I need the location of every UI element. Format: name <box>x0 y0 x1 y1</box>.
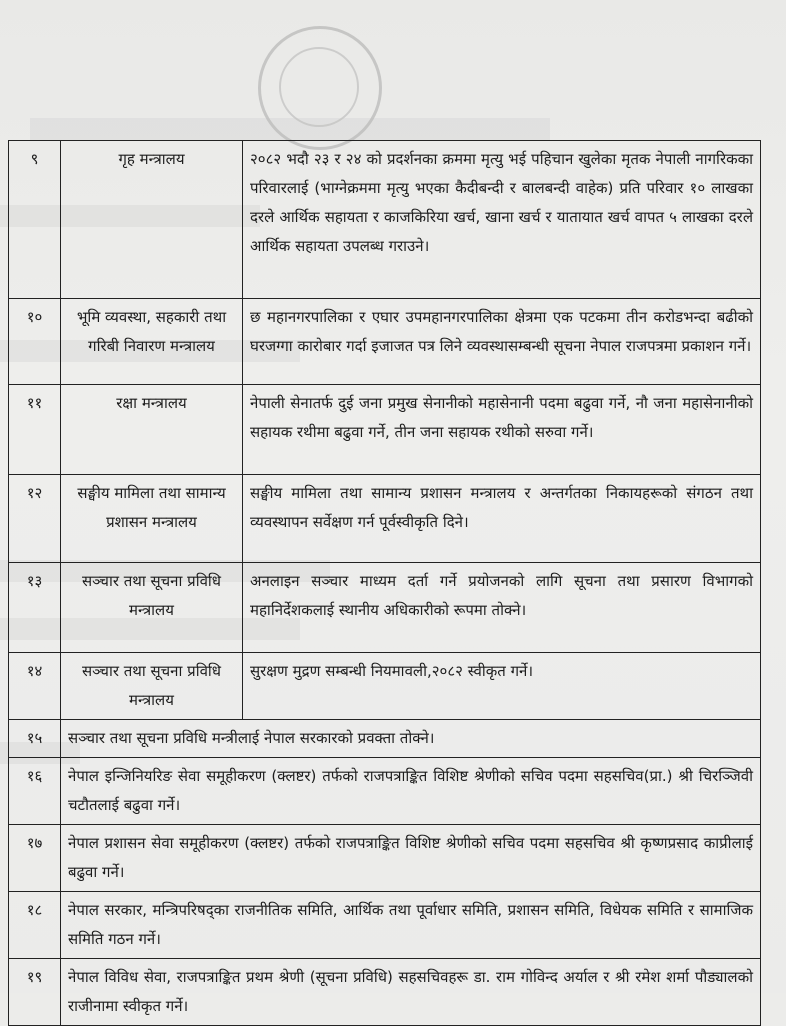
table-row <box>9 959 761 1026</box>
ministry-name: सञ्चार तथा सूचना प्रविधि मन्त्रालय <box>61 563 243 653</box>
decision-text: छ महानगरपालिका र एघार उपमहानगरपालिका क्षेत्रमा एक पटकमा तीन करोडभन्दा बढीको घरजग्गा कारोबार गर्दा इजाजत पत्र लिने व्यवस्थासम्बन्धी सूचना नेपाल राजपत्रमा प्रकाशन गर्ने। <box>243 299 761 385</box>
table-row <box>9 653 761 720</box>
table-row <box>9 141 761 299</box>
table-row <box>9 385 761 475</box>
decision-text: सङ्घीय मामिला तथा सामान्य प्रशासन मन्त्रालय र अन्तर्गतका निकायहरूको संगठन तथा व्यवस्थापन सर्वेक्षण गर्न पूर्वस्वीकृति दिने। <box>243 475 761 563</box>
row-number: १० <box>9 299 61 385</box>
decision-text: नेपाल विविध सेवा, राजपत्राङ्कित प्रथम श्रेणी (सूचना प्रविधि) सहसचिवहरू डा. राम गोविन्द अर्याल र श्री रमेश शर्मा पौड्यालको राजीनामा स्वीकृत गर्ने। <box>61 959 761 1026</box>
ministry-name: रक्षा मन्त्रालय <box>61 385 243 475</box>
row-number: १३ <box>9 563 61 653</box>
table-row <box>9 892 761 959</box>
table-row <box>9 299 761 385</box>
decision-text: नेपाल सरकार, मन्त्रिपरिषद्का राजनीतिक समिति, आर्थिक तथा पूर्वाधार समिति, प्रशासन समिति, विधेयक समिति र सामाजिक समिति गठन गर्ने। <box>61 892 761 959</box>
decisions-table <box>8 140 761 1026</box>
table-row <box>9 758 761 825</box>
table-row <box>9 563 761 653</box>
decision-text: सुरक्षण मुद्रण सम्बन्धी नियमावली,२०८२ स्वीकृत गर्ने। <box>243 653 761 720</box>
row-number: १९ <box>9 959 61 1026</box>
row-number: १५ <box>9 720 61 758</box>
show-through-band <box>30 118 550 140</box>
decision-text: २०८२ भदौ २३ र २४ को प्रदर्शनका क्रममा मृत्यु भई पहिचान खुलेका मृतक नेपाली नागरिकका परिवारलाई (भाग्नेक्रममा मृत्यु भएका कैदीबन्दी र बालबन्दी वाहेक) प्रति परिवार १० लाखका दरले आर्थिक सहायता र काजकिरिया खर्च, खाना खर्च र यातायात खर्च वापत ५ लाखका दरले आर्थिक सहायता उपलब्ध गराउने। <box>243 141 761 299</box>
decision-text: नेपाली सेनातर्फ दुई जना प्रमुख सेनानीको महासेनानी पदमा बढुवा गर्ने, नौ जना महासेनानीको सहायक रथीमा बढुवा गर्ने, तीन जना सहायक रथीको सरुवा गर्ने। <box>243 385 761 475</box>
decision-text: नेपाल प्रशासन सेवा समूहीकरण (क्लष्टर) तर्फको राजपत्राङ्कित विशिष्ट श्रेणीको सचिव पदमा सहसचिव श्री कृष्णप्रसाद काप्रीलाई बढुवा गर्ने। <box>61 825 761 892</box>
table-row <box>9 475 761 563</box>
ministry-name: सङ्घीय मामिला तथा सामान्य प्रशासन मन्त्रालय <box>61 475 243 563</box>
row-number: १७ <box>9 825 61 892</box>
decision-text: नेपाल इन्जिनियरिङ सेवा समूहीकरण (क्लष्टर) तर्फको राजपत्राङ्कित विशिष्ट श्रेणीको सचिव पदमा सहसचिव(प्रा.) श्री चिरञ्जिवी चटौतलाई बढुवा गर्ने। <box>61 758 761 825</box>
row-number: १८ <box>9 892 61 959</box>
row-number: १४ <box>9 653 61 720</box>
ministry-name: भूमि व्यवस्था, सहकारी तथा गरिबी निवारण मन्त्रालय <box>61 299 243 385</box>
row-number: १६ <box>9 758 61 825</box>
table-row <box>9 825 761 892</box>
decision-text: सञ्चार तथा सूचना प्रविधि मन्त्रीलाई नेपाल सरकारको प्रवक्ता तोक्ने। <box>61 720 761 758</box>
decision-text: अनलाइन सञ्चार माध्यम दर्ता गर्ने प्रयोजनको लागि सूचना तथा प्रसारण विभागको महानिर्देशकलाई स्थानीय अधिकारीको रूपमा तोक्ने। <box>243 563 761 653</box>
row-number: ११ <box>9 385 61 475</box>
table-row <box>9 720 761 758</box>
row-number: ९ <box>9 141 61 299</box>
ministry-name: सञ्चार तथा सूचना प्रविधि मन्त्रालय <box>61 653 243 720</box>
ministry-name: गृह मन्त्रालय <box>61 141 243 299</box>
row-number: १२ <box>9 475 61 563</box>
